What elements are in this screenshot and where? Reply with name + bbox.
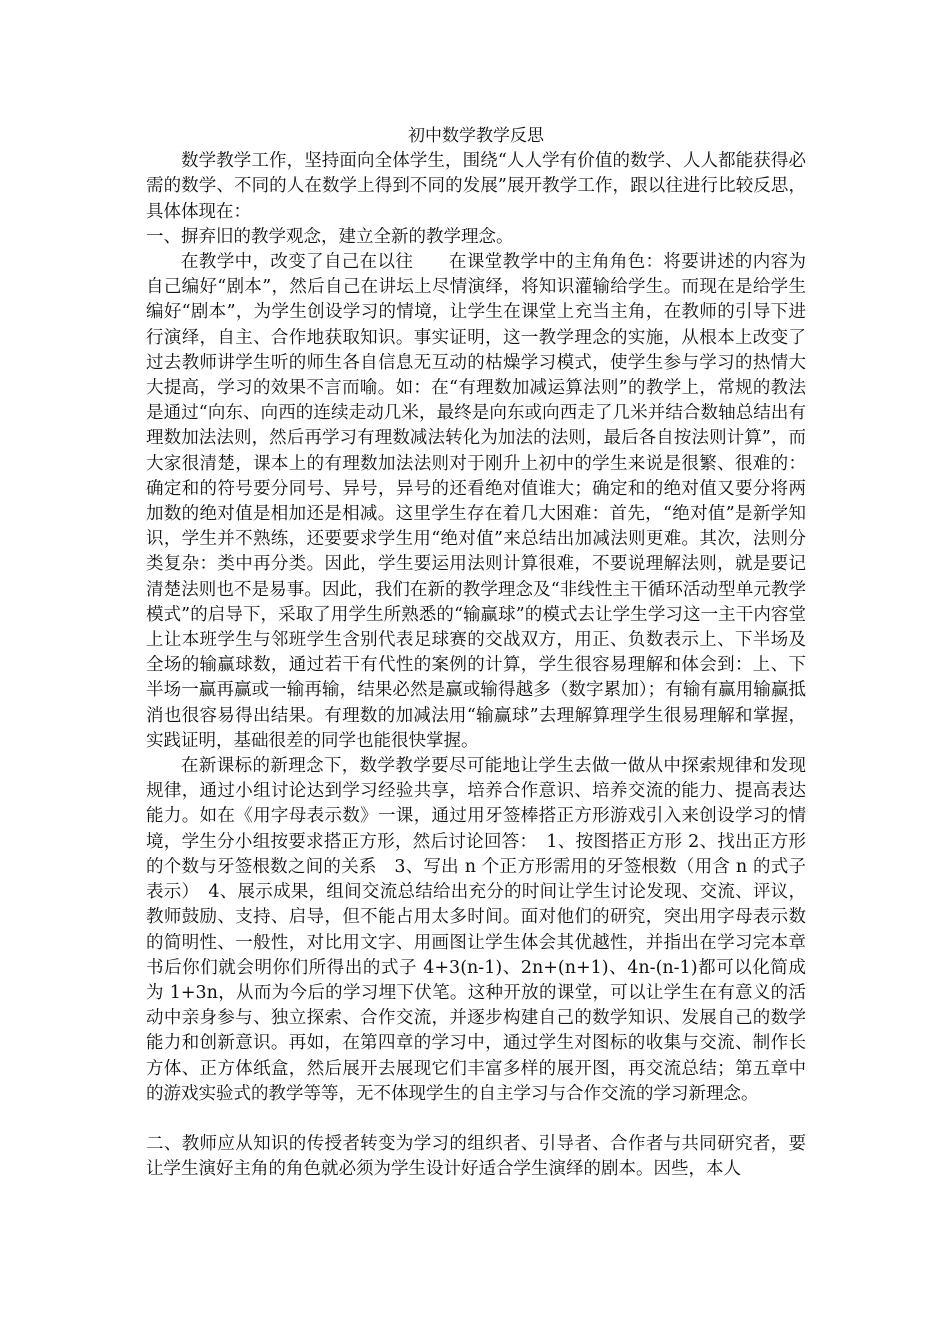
section1-paragraph-2: 在新课标的新理念下，数学教学要尽可能地让学生去做一做从中探索规律和发现规律，通过小组讨论达到学习经验共享，培养合作意识、培养交流的能力、提高表达能力。如在《用字母表示数》一课，通过用牙签棒搭正方形游戏引入来创设学习的情境，学生分小组按要求搭正方形，然后讨论回答： 1、按图搭正方形 2、找出正方形的个数与牙签根数之间的关系 3、写出 n 个正方形需用的牙签根数（用含 n 的式子表示） 4、展示成果，组间交流总结给出充分的时间让学生讨论发现、交流、评议，教师鼓励、支持、启导，但不能占用太多时间。面对他们的研究，突出用字母表示数的简明性、一般性，对比用文字、用画图让学生体会其优越性，并指出在学习完本章书后你们就会明你们所得出的式子 4+3(n-1)、2n+(n+1)、4n-(n-1)都可以化简成为 1+3n，从而为今后的学习埋下伏笔。这种开放的课堂，可以让学生在有意义的活动中亲身参与、独立探索、合作交流，并逐步构建自己的数学知识、发展自己的数学能力和创新意识。再如，在第四章的学习中，通过学生对图标的收集与交流、制作长方体、正方体纸盒，然后展开去展现它们丰富多样的展开图，再交流总结；第五章中的游戏实验式的教学等等，无不体现学生的自主学习与合作交流的学习新理念。 [146,756,806,1104]
intro-paragraph: 数学教学工作，坚持面向全体学生，围绕“人人学有价值的数学、人人都能获得必需的数学、不同的人在数学上得到不同的发展”展开教学工作，跟以往进行比较反思，具体体现在： [146,151,806,222]
document-title: 初中数学教学反思 [408,126,544,146]
section1-heading: 一、摒弃旧的教学观念，建立全新的教学理念。 [146,226,514,247]
section2-paragraph: 二、教师应从知识的传授者转变为学习的组织者、引导者、合作者与共同研究者，要让学生演好主角的角色就必须为学生设计好适合学生演绎的剧本。因些，本人 [146,1133,806,1180]
document-page [146,124,806,1182]
section1-paragraph-1: 在教学中，改变了自己在以往 在课堂教学中的主角角色：将要讲述的内容为自己编好“剧本”，然后自己在讲坛上尽情演绎，将知识灌输给学生。而现在是给学生编好“剧本”，为学生创设学习的情境，让学生在课堂上充当主角，在教师的引导下进行演绎，自主、合作地获取知识。事实证明，这一教学理念的实施，从根本上改变了过去教师讲学生听的师生各自信息无互动的枯燥学习模式，使学生参与学习的热情大大提高，学习的效果不言而喻。如：在“有理数加减运算法则”的教学上，常规的教法是通过“向东、向西的连续走动几米，最终是向东或向西走了几米并结合数轴总结出有理数加法法则，然后再学习有理数减法转化为加法的法则，最后各自按法则计算”，而大家很清楚，课本上的有理数加法法则对于刚升上初中的学生来说是很繁、很难的：确定和的符号要分同号、异号，异号的还看绝对值谁大；确定和的绝对值又要分将两加数的绝对值是相加还是相减。这里学生存在着几大困难：首先，“绝对值”是新学知识，学生并不熟练，还要要求学生用“绝对值”来总结出加减法则更难。其次，法则分类复杂：类中再分类。因此，学生要运用法则计算很难，不要说理解法则，就是要记清楚法则也不是易事。因此，我们在新的教学理念及“非线性主干循环活动型单元教学模式”的启导下，采取了用学生所熟悉的“输赢球”的模式去让学生学习这一主干内容堂上让本班学生与邻班学生含别代表足球赛的交战双方，用正、负数表示上、下半场及全场的输赢球数，通过若干有代性的案例的计算，学生很容易理解和体会到：上、下半场一赢再赢或一输再输，结果必然是赢或输得越多（数字累加）；有输有赢用输赢抵消也很容易得出结果。有理数的加减法用“输赢球”去理解算理学生很易理解和掌握，实践证明，基础很差的同学也能很快掌握。 [146,252,806,751]
paragraph-spacer [146,1107,806,1132]
